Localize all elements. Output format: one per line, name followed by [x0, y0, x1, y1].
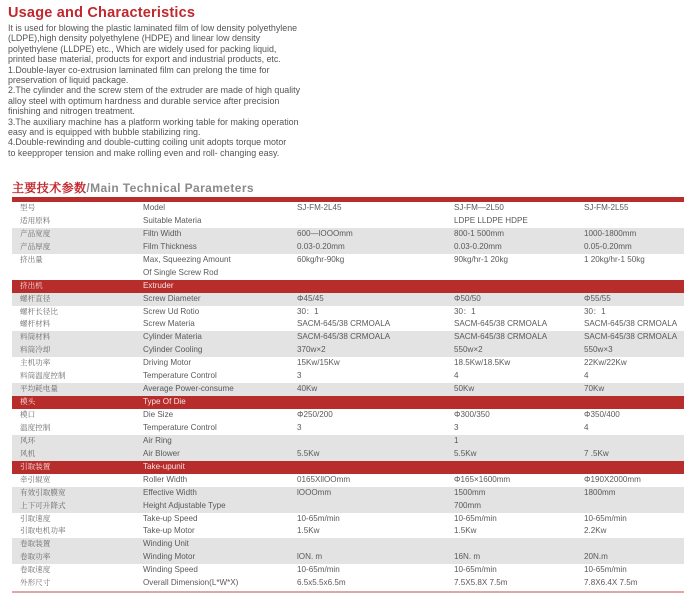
- param-name-zh: 螺杆直径: [20, 293, 51, 303]
- table-row: [12, 538, 684, 551]
- table-row: [12, 228, 684, 241]
- param-name-en: Extruder: [143, 280, 174, 290]
- value-sj-fm-2l45: 0.03-0.20mm: [297, 241, 345, 251]
- param-name-en: Cylinder Materia: [143, 332, 202, 342]
- usage-line: (LDPE),high density polyethylene (HDPE) and linear low density: [8, 33, 261, 44]
- param-name-en: Overall Dimension(L*W*X): [143, 578, 239, 588]
- usage-title: Usage and Characteristics: [8, 5, 196, 21]
- value-sj-fm-2l50: Φ165×1600mm: [454, 474, 511, 484]
- value-sj-fm-2l55: 0.05-0.20mm: [584, 241, 632, 251]
- param-name-en: Air Ring: [143, 435, 172, 445]
- value-sj-fm-2l45: 6.5x5.5x6.5m: [297, 578, 346, 588]
- value-sj-fm-2l55: 1000-1800mm: [584, 228, 637, 238]
- table-row: [12, 487, 684, 500]
- value-sj-fm-2l55: 70Kw: [584, 384, 605, 394]
- param-name-en: Screw Materia: [143, 319, 195, 329]
- param-name-zh: 挤出量: [20, 254, 43, 264]
- param-name-zh: 模口: [20, 410, 36, 420]
- value-sj-fm-2l50: 3: [454, 422, 459, 432]
- usage-line: to keepproper tension and make rolling even and roll- changing easy.: [8, 147, 280, 158]
- value-sj-fm-2l45: 10-65m/min: [297, 565, 340, 575]
- params-title-en: /Main Technical Parameters: [86, 181, 254, 195]
- table-row: [12, 448, 684, 461]
- param-name-zh: 上下可升降式: [20, 500, 66, 510]
- table-row: [12, 525, 684, 538]
- value-sj-fm-2l55: 4: [584, 422, 589, 432]
- param-name-zh: 产品宽度: [20, 228, 51, 238]
- param-name-en: Filtn Width: [143, 228, 182, 238]
- value-sj-fm-2l50: 800-1 500mm: [454, 228, 504, 238]
- usage-description: [8, 23, 678, 158]
- param-name-zh: 平均耗电量: [20, 384, 58, 394]
- value-sj-fm-2l45: 40Kw: [297, 384, 318, 394]
- value-sj-fm-2l50: 18.5Kw/18.5Kw: [454, 358, 511, 368]
- param-name-zh: 卷取速度: [20, 565, 51, 575]
- value-sj-fm-2l45: 60kg/hr-90kg: [297, 254, 345, 264]
- param-name-zh: 模头: [20, 397, 36, 407]
- table-row: [12, 500, 684, 513]
- value-sj-fm-2l55: 20N.m: [584, 552, 608, 562]
- value-sj-fm-2l50: 700mm: [454, 500, 481, 510]
- table-row: [12, 331, 684, 344]
- value-sj-fm-2l45: lOOOmm: [297, 487, 332, 497]
- usage-line: easy and is equipped with bubble stabilizing ring.: [8, 127, 201, 138]
- value-sj-fm-2l55: 7 .5Kw: [584, 448, 609, 458]
- value-sj-fm-2l50: 16N. m: [454, 552, 481, 562]
- value-sj-fm-2l55: Φ55/55: [584, 293, 611, 303]
- value-sj-fm-2l55: 7.8X6.4X 7.5m: [584, 578, 638, 588]
- param-name-zh: 挤出机: [20, 280, 43, 290]
- value-sj-fm-2l55: 22Kw/22Kw: [584, 358, 627, 368]
- param-name-en: Average Power-consume: [143, 384, 234, 394]
- value-sj-fm-2l45: 600—lOOOmm: [297, 228, 353, 238]
- param-name-zh: 引取速度: [20, 513, 51, 523]
- value-sj-fm-2l55: 2.2Kw: [584, 526, 607, 536]
- value-sj-fm-2l55: SACM-645/38 CRMOALA: [584, 319, 678, 329]
- params-title-zh: 主要技术参数: [12, 181, 87, 195]
- usage-line: It is used for blowing the plastic laminated film of low density polyethylene: [8, 23, 298, 33]
- value-sj-fm-2l50: 90kg/hr-1 20kg: [454, 254, 508, 264]
- value-sj-fm-2l45: 15Kw/15Kw: [297, 358, 340, 368]
- value-sj-fm-2l55: 10-65m/min: [584, 513, 627, 523]
- table-row: [12, 306, 684, 319]
- table-row: [12, 318, 684, 331]
- param-name-zh: 外形尺寸: [20, 578, 51, 588]
- value-sj-fm-2l50: 10-65m/min: [454, 565, 497, 575]
- usage-line: finishing and nitrogen treatment.: [8, 106, 135, 117]
- param-name-zh: 料筒材料: [20, 332, 51, 342]
- param-name-en: Model: [143, 203, 166, 212]
- table-row: [12, 551, 684, 564]
- value-sj-fm-2l50: 30：1: [454, 306, 476, 316]
- param-name-en: Type Of Die: [143, 397, 186, 407]
- table-row: [12, 422, 684, 435]
- param-name-zh: 引取装置: [20, 461, 51, 471]
- param-name-en: Winding Unit: [143, 539, 189, 549]
- param-name-en: Film Thickness: [143, 241, 197, 251]
- param-name-en: Air Blower: [143, 448, 180, 458]
- value-sj-fm-2l55: SJ-FM-2L55: [584, 203, 629, 212]
- value-sj-fm-2l45: lON. m: [297, 552, 323, 562]
- param-name-en-continued: Of Single Screw Rod: [143, 267, 219, 277]
- param-name-zh: 螺杆长径比: [20, 306, 58, 316]
- value-sj-fm-2l55: 10-65m/min: [584, 565, 627, 575]
- param-name-zh: 产品厚度: [20, 241, 51, 251]
- table-row: [12, 474, 684, 487]
- param-name-zh: 风环: [20, 435, 36, 445]
- param-name-en: Screw Diameter: [143, 293, 201, 303]
- value-sj-fm-2l45: 0165XllOOmm: [297, 474, 351, 484]
- param-name-en: Driving Motor: [143, 358, 192, 368]
- value-sj-fm-2l50: 550w×2: [454, 345, 483, 355]
- value-sj-fm-2l50: Φ50/50: [454, 293, 481, 303]
- param-name-en: Height Adjustable Type: [143, 500, 226, 510]
- value-sj-fm-2l45: 5.5Kw: [297, 448, 320, 458]
- table-row: [12, 577, 684, 590]
- usage-line: 1.Double-layer co-extrusion laminated film can prelong the time for: [8, 64, 270, 75]
- param-name-zh: 料筒温度控制: [20, 371, 66, 381]
- table-section-header: [12, 461, 684, 474]
- value-sj-fm-2l50: 0.03-0.20mm: [454, 241, 502, 251]
- param-name-en: Temperature Control: [143, 371, 217, 381]
- value-sj-fm-2l45: 3: [297, 422, 302, 432]
- value-sj-fm-2l55: 30：1: [584, 306, 606, 316]
- param-name-en: Winding Motor: [143, 552, 196, 562]
- value-sj-fm-2l55: Φ190X2000mm: [584, 474, 641, 484]
- value-sj-fm-2l55: 1800mm: [584, 487, 616, 497]
- param-name-en: Winding Speed: [143, 565, 198, 575]
- usage-line: printed base material, products for export and industrial products, etc.: [8, 54, 281, 65]
- param-name-zh: 牵引辊宽: [20, 474, 51, 484]
- table-row: [12, 564, 684, 577]
- value-sj-fm-2l50: 1500mm: [454, 487, 486, 497]
- param-name-en: Temperature Control: [143, 422, 217, 432]
- usage-line: preservation of liquid package.: [8, 75, 129, 86]
- params-title: [12, 179, 254, 196]
- value-sj-fm-2l45: SACM-645/38 CRMOALA: [297, 319, 391, 329]
- table-row: [12, 409, 684, 422]
- usage-line: 2.The cylinder and the screw stem of the extruder are made of high quality: [8, 85, 301, 96]
- usage-line: 4.Double-rewinding and double-cutting coiling unit adopts torque motor: [8, 137, 287, 148]
- usage-line: polyethylene (LLDPE) etc., Which are widely used for packing liquid,: [8, 43, 277, 54]
- param-name-en: Roller Width: [143, 474, 188, 484]
- parameters-table: [12, 197, 684, 593]
- value-sj-fm-2l50: SJ-FM—2L50: [454, 203, 504, 212]
- param-name-en: Effective Width: [143, 487, 197, 497]
- value-sj-fm-2l50: 10-65m/min: [454, 513, 497, 523]
- value-sj-fm-2l45: 1.5Kw: [297, 526, 320, 536]
- value-sj-fm-2l45: Φ45/45: [297, 293, 324, 303]
- value-sj-fm-2l50: 7.5X5.8X 7.5m: [454, 578, 508, 588]
- table-row: [12, 202, 684, 215]
- value-sj-fm-2l50: 50Kw: [454, 384, 475, 394]
- value-sj-fm-2l50: 5.5Kw: [454, 448, 477, 458]
- value-sj-fm-2l45: SJ-FM-2L45: [297, 203, 342, 212]
- table-row: [12, 241, 684, 254]
- param-name-en: Take-up Motor: [143, 526, 195, 536]
- value-sj-fm-2l45: 30：1: [297, 306, 319, 316]
- value-sj-fm-2l50: 1.5Kw: [454, 526, 477, 536]
- param-name-en: Die Size: [143, 410, 174, 420]
- value-sj-fm-2l45: 10-65m/min: [297, 513, 340, 523]
- param-name-en: Max, Squeezing Amount: [143, 254, 231, 264]
- value-sj-fm-2l50: SACM-645/38 CRMOALA: [454, 319, 548, 329]
- table-row: [12, 435, 684, 448]
- value-sj-fm-2l45: SACM-645/38 CRMOALA: [297, 332, 391, 342]
- param-name-zh: 风机: [20, 448, 36, 458]
- param-name-en: Cylinder Cooling: [143, 345, 203, 355]
- param-name-zh: 卷取装置: [20, 539, 51, 549]
- table-row: [12, 293, 684, 306]
- param-name-zh: 卷取功率: [20, 552, 51, 562]
- table-section-header: [12, 280, 684, 293]
- param-name-en: Take-up Speed: [143, 513, 198, 523]
- value-sj-fm-2l55: 550w×3: [584, 345, 613, 355]
- table-row: [12, 254, 684, 280]
- table-row: [12, 383, 684, 396]
- table-bottom-line: [12, 591, 684, 593]
- value-sj-fm-2l45: Φ250/200: [297, 410, 333, 420]
- table-row: [12, 215, 684, 228]
- value-sj-fm-2l55: Φ350/400: [584, 410, 620, 420]
- value-sj-fm-2l50: 1: [454, 435, 459, 445]
- param-name-zh: 型号: [20, 203, 36, 212]
- value-sj-fm-2l50: SACM-645/38 CRMOALA: [454, 332, 548, 342]
- param-name-zh: 温度控制: [20, 422, 51, 432]
- table-row: [12, 370, 684, 383]
- param-name-zh: 料筒冷却: [20, 345, 51, 355]
- value-sj-fm-2l55: 4: [584, 371, 589, 381]
- value-sj-fm-2l50: LDPE LLDPE HDPE: [454, 215, 528, 225]
- usage-line: 3.The auxiliary machine has a platform working table for making operation: [8, 116, 299, 127]
- value-sj-fm-2l50: Φ300/350: [454, 410, 490, 420]
- param-name-zh: 螺杆材料: [20, 319, 51, 329]
- table-row: [12, 357, 684, 370]
- param-name-zh: 引取电机功率: [20, 526, 66, 536]
- param-name-zh: 主机功率: [20, 358, 51, 368]
- value-sj-fm-2l55: SACM-645/38 CRMOALA: [584, 332, 678, 342]
- value-sj-fm-2l45: 3: [297, 371, 302, 381]
- table-section-header: [12, 396, 684, 409]
- value-sj-fm-2l45: 370w×2: [297, 345, 326, 355]
- param-name-en: Suitable Materia: [143, 215, 202, 225]
- usage-line: alloy steel with optimum hardness and durable service after precision: [8, 95, 280, 106]
- param-name-zh: 适用原料: [20, 215, 51, 225]
- table-row: [12, 513, 684, 526]
- table-row: [12, 344, 684, 357]
- table-body: [12, 202, 684, 590]
- value-sj-fm-2l50: 4: [454, 371, 459, 381]
- param-name-zh: 有效引取膜宽: [20, 487, 66, 497]
- param-name-en: Take-upunit: [143, 461, 185, 471]
- param-name-en: Screw Ud Rotio: [143, 306, 200, 316]
- value-sj-fm-2l55: 1 20kg/hr-1 50kg: [584, 254, 645, 264]
